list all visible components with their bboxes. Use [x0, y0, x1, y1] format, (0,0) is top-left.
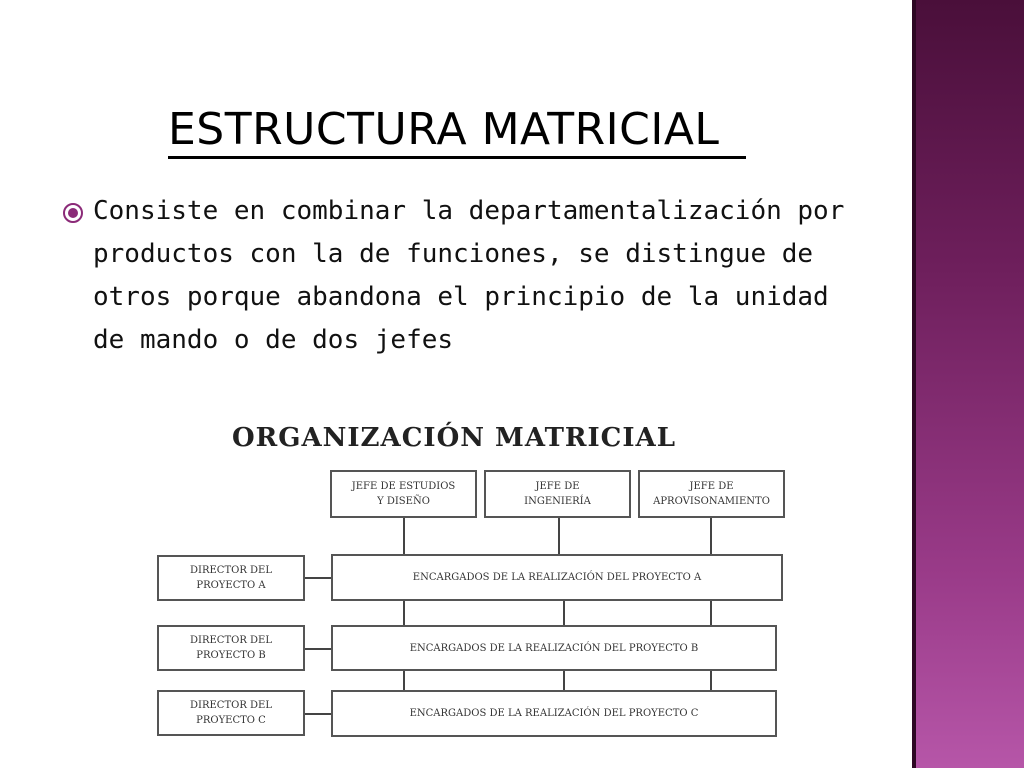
director-label: DIRECTOR DEL PROYECTO B	[190, 635, 272, 661]
connector-line	[403, 600, 405, 626]
diagram-title: ORGANIZACIÓN MATRICIAL	[232, 423, 676, 453]
head-box-estudios	[330, 470, 477, 518]
project-label: ENCARGADOS DE LA REALIZACIÓN DEL PROYECTO A	[412, 572, 702, 583]
connector-line	[304, 713, 332, 715]
head-box-ingenieria	[484, 470, 631, 518]
director-box-c	[157, 690, 305, 736]
connector-line	[304, 577, 332, 579]
slide-title: ESTRUCTURA MATRICIAL	[168, 104, 720, 155]
connector-line	[403, 517, 405, 555]
title-underline	[168, 156, 746, 159]
project-label: ENCARGADOS DE LA REALIZACIÓN DEL PROYECTO C	[409, 708, 699, 719]
connector-line	[710, 670, 712, 692]
head-label: JEFE DE INGENIERÍA	[524, 481, 591, 507]
decorative-side-bar	[912, 0, 1024, 768]
project-label: ENCARGADOS DE LA REALIZACIÓN DEL PROYECTO B	[409, 642, 699, 654]
project-box-a	[331, 554, 783, 601]
connector-line	[563, 600, 565, 626]
project-box-c	[331, 690, 777, 737]
project-box-b	[331, 625, 777, 671]
director-box-b	[157, 625, 305, 671]
connector-line	[403, 670, 405, 692]
director-label: DIRECTOR DEL PROYECTO A	[190, 565, 272, 591]
bullet-text: Consiste en combinar la departamentalización por productos con la de funciones, se distingue de otros porque abandona el principio de la unidad de mando o de dos jefes	[93, 196, 845, 355]
head-box-aprovisionamiento	[638, 470, 785, 518]
director-label: DIRECTOR DEL PROYECTO C	[190, 700, 272, 726]
connector-line	[304, 648, 332, 650]
director-box-a	[157, 555, 305, 601]
connector-line	[558, 517, 560, 555]
connector-line	[710, 517, 712, 555]
head-label: JEFE DE ESTUDIOS Y DISEÑO	[351, 481, 456, 507]
bullet-icon	[62, 202, 84, 224]
connector-line	[710, 600, 712, 626]
connector-line	[563, 670, 565, 692]
head-label: JEFE DE APROVISONAMIENTO	[653, 481, 770, 507]
